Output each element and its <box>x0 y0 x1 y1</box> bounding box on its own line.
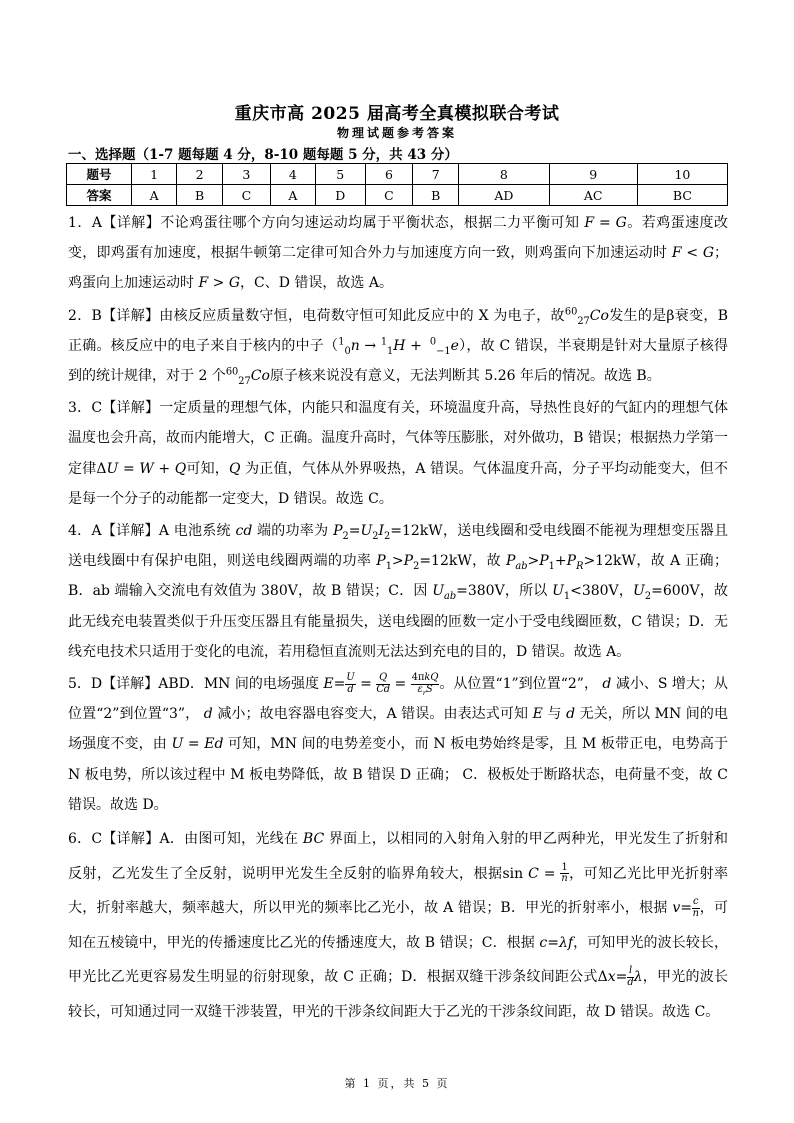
question-number: 10 <box>637 164 727 185</box>
question-number: 8 <box>459 164 549 185</box>
section-heading: 一、选择题（1-7 题每题 4 分，8-10 题每题 5 分，共 43 分） <box>68 147 458 163</box>
question-number: 5 <box>315 164 365 185</box>
question-number-row <box>67 164 728 185</box>
answer-row <box>67 185 728 206</box>
explanation-q1: 1．A【详解】不论鸡蛋往哪个方向匀速运动均属于平衡状态，根据二力平衡可知 F = G。若鸡蛋速度改变，即鸡蛋有加速度，根据牛顿第二定律可知合外力与加速度方向一致，则鸡蛋向下加速运动时 F < G；鸡蛋向上加速运动时 F > G，C、D 错误，故选 A。 <box>68 215 729 292</box>
question-number: 3 <box>223 164 271 185</box>
answer-cell: A <box>270 185 315 206</box>
page-footer: 第 1 页，共 5 页 <box>344 1077 450 1090</box>
answer-cell: C <box>223 185 271 206</box>
explanation-q4: 4．A【详解】A 电池系统 cd 端的功率为 $P_2=U_2I_2=12kW$，送电线圈和受电线圈不能视为理想变压器且送电线圈中有保护电阻，则送电线圈两端的功率 $P_1>P_2=12kW$，故 $P_{ab}>P_1+P_R>12kW$，故 A 正确；B．ab 端输入交流电有效值为 380V，故 B 错误；C．因 $U_{ab}=380V$，所以 $U_1<380V$，$U_2=600V$，故此无线充电装置类似于升压变压器且有能量损失，送电线圈的匝数一定小于受电线圈匝数，C 错误；D．无线充电技术只适用于变化的电流，若用稳恒直流则无法达到充电的目的，D 错误。故选 A。 <box>68 523 729 660</box>
answer-cell: A <box>132 185 177 206</box>
answer-cell: BC <box>637 185 727 206</box>
question-number: 2 <box>177 164 223 185</box>
question-number: 4 <box>270 164 315 185</box>
explanation-q6: 6．C【详解】A．由图可知，光线在 BC 界面上，以相同的入射角入射的甲乙两种光，甲光发生了折射和反射，乙光发生了全反射，说明甲光发生全反射的临界角较大，根据sin C = $\frac{1}{n}$ ，可知乙光比甲光折射率大，折射率越大，频率越大，所以甲光的频率比乙光小，故 A 错误；B．甲光的折射率小，根据 v= $\frac{c}{n}$ ，可知在五棱镜中，甲光的传播速度比乙光的传播速度大，故 B 错误；C．根据 c=λf，可知甲光的波长较长，甲光比乙光更容易发生明显的衍射现象，故 C 正确；D．根据双缝干涉条纹间距公式Δx= $\frac{l}{d}$ λ，甲光的波长较长，可知通过同一双缝干涉装置，甲光的干涉条纹间距大于乙光的干涉条纹间距，故 D 错误。故选 C。 <box>68 831 729 1020</box>
question-number: 6 <box>365 164 413 185</box>
question-number: 1 <box>132 164 177 185</box>
explanation-q3: 3．C【详解】一定质量的理想气体，内能只和温度有关，环境温度升高，导热性良好的气缸内的理想气体温度也会升高，故而内能增大，C 正确。温度升高时，气体等压膨胀，对外做功，B 错误；根据热力学第一定律ΔU = W + Q可知，Q 为正值，气体从外界吸热，A 错误。气体温度升高，分子平均动能变大，但不是每一个分子的动能都一定变大，D 错误。故选 C。 <box>68 400 728 507</box>
answer-cell: D <box>315 185 365 206</box>
explanations <box>68 208 728 1031</box>
explanation-q2: 2．B【详解】由核反应质量数守恒，电荷数守恒可知此反应中的 X 为电子，故$^{60}_{27}$Co发生的是β衰变，B 正确。核反应中的电子来自于核内的中子（$^1_0$n → $^1_1$H + $^0_{-1}$e），故 C 错误，半衰期是针对大量原子核得到的统计规律，对于 2 个$^{60}_{27}$Co原子核来说没有意义，无法判断其 5.26 年后的情况。故选 B。 <box>68 305 728 387</box>
answer-table <box>66 163 728 206</box>
page-title: 重庆市高 2025 届高考全真模拟联合考试 <box>234 104 560 124</box>
answer-cell: AC <box>549 185 637 206</box>
question-number: 7 <box>413 164 459 185</box>
answer-cell: B <box>413 185 459 206</box>
page-subtitle: 物理试题参考答案 <box>336 126 457 140</box>
explanation-q5: 5．D【详解】ABD．MN 间的电场强度 E= $\frac{U}{d}$ = $\frac{Q}{Cd}$ = $\frac{\text{4πkQ}}{\varepsilon_rS}$ 。从位置“1”到位置“2”， d 减小、S 增大；从位置“2”到位置“3”， d 减小；故电容器电容变大，A 错误。由表达式可知 E 与 d 无关，所以 MN 间的电场强度不变，由 U = Ed 可知，MN 间的电势差变小，而 N 板电势始终是零，且 M 板带正电，电势高于 N 板电势，所以该过程中 M 板电势降低，故 B 错误 D 正确； C．极板处于断路状态，电荷量不变，故 C 错误。故选 D。 <box>68 672 728 813</box>
row-label-question: 题号 <box>67 164 132 185</box>
answer-cell: B <box>177 185 223 206</box>
question-number: 9 <box>549 164 637 185</box>
answer-cell: C <box>365 185 413 206</box>
row-label-answer: 答案 <box>67 185 132 206</box>
answer-cell: AD <box>459 185 549 206</box>
